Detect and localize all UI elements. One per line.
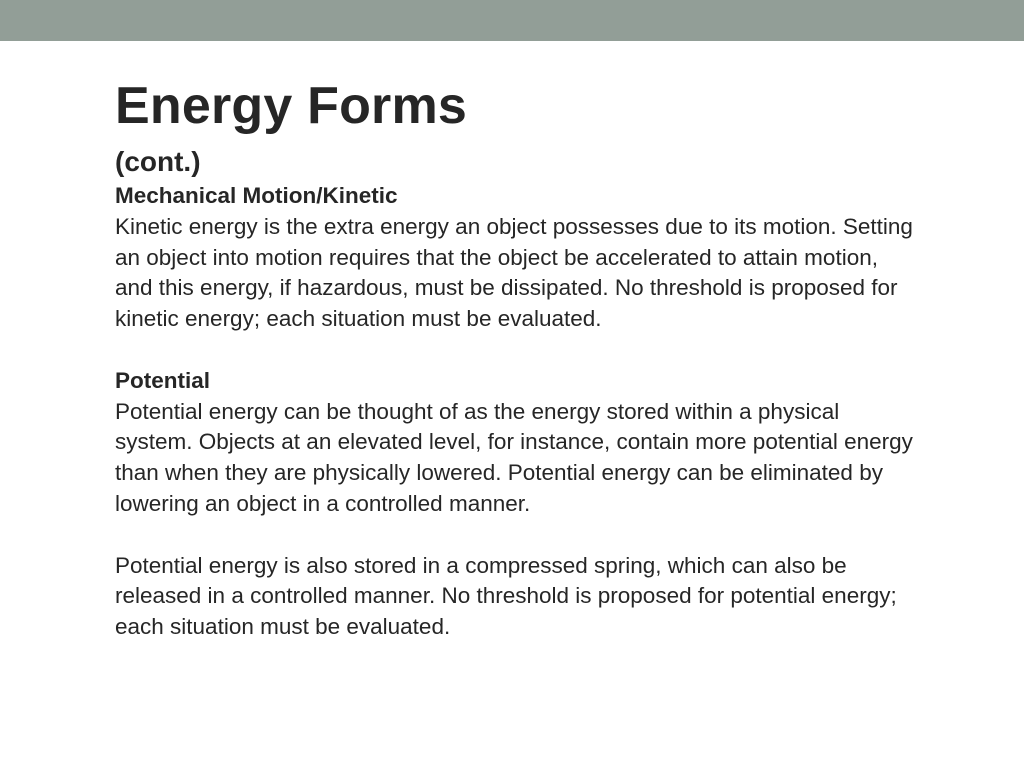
paragraph-spacer — [115, 335, 915, 366]
kinetic-heading: Mechanical Motion/Kinetic — [115, 183, 398, 208]
slide-body — [115, 181, 915, 643]
kinetic-paragraph: Kinetic energy is the extra energy an object possesses due to its motion. Setting an object into motion requires that the object be accelerated to attain motion, and this energy, if hazardous, must be dissipated. No threshold is proposed for kinetic energy; each situation must be evaluated. — [115, 213, 913, 332]
paragraph-spacer — [115, 520, 915, 551]
potential-paragraph: Potential energy can be thought of as the energy stored within a physical system. Objects at an elevated level, for instance, contain more potential energy than when they are physically lowered. Potential energy can be eliminated by lowering an object in a controlled manner. — [115, 398, 913, 516]
slide-title: Energy Forms — [115, 77, 468, 135]
potential-heading: Potential — [115, 367, 211, 393]
potential-spring-paragraph: Potential energy is also stored in a compressed spring, which can also be released in a controlled manner. No threshold is proposed for potential energy; each situation must be evaluated. — [115, 552, 897, 640]
top-accent-bar — [0, 0, 1024, 41]
slide-subtitle: (cont.) — [115, 146, 201, 177]
